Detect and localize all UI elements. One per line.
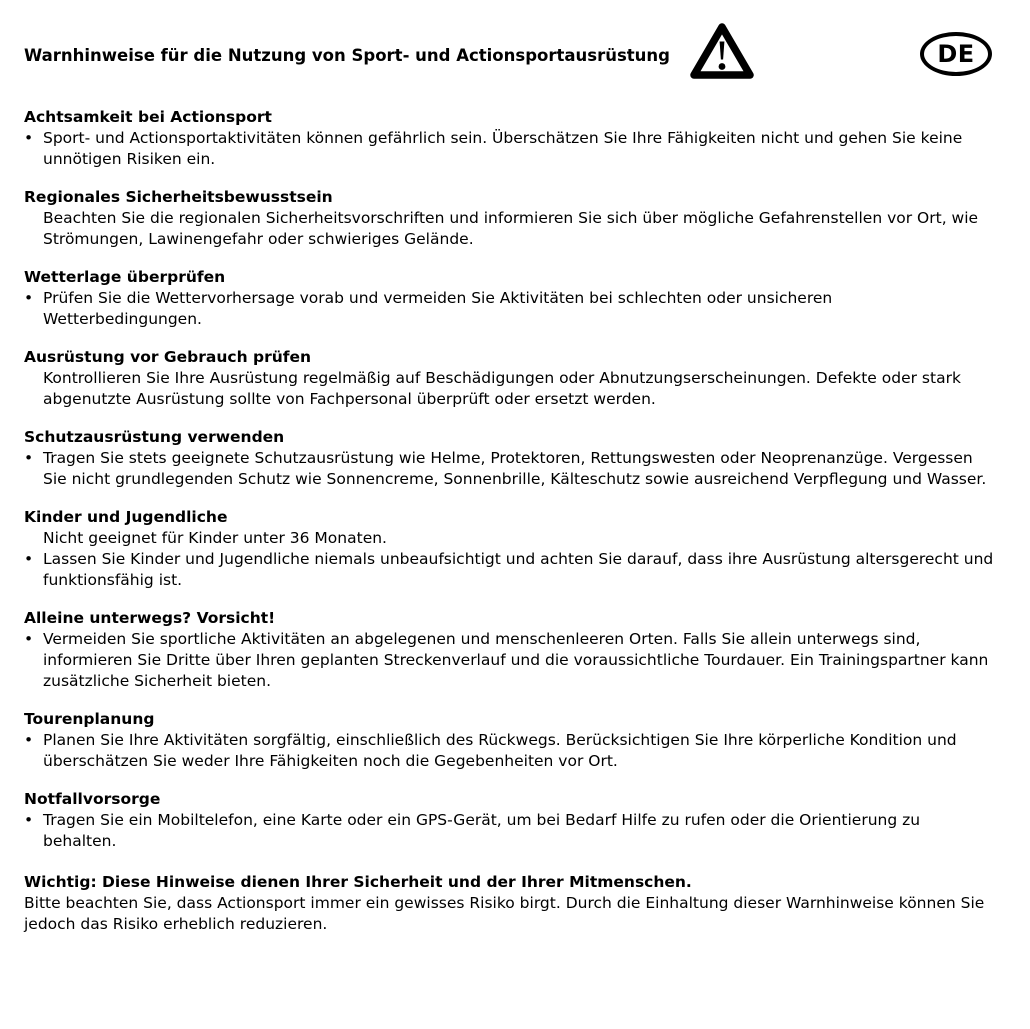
section bbox=[24, 608, 995, 692]
item-text: Kontrollieren Sie Ihre Ausrüstung regelmäßig auf Beschädigungen oder Abnutzungserscheinungen. Defekte oder stark abgenutzte Ausrüstung sollte von Fachpersonal überprüft oder ersetzt werden. bbox=[43, 369, 961, 408]
section-items bbox=[24, 448, 995, 490]
warning-triangle-icon bbox=[690, 21, 754, 83]
section-items bbox=[24, 368, 995, 410]
bullet-item bbox=[24, 288, 995, 330]
section bbox=[24, 347, 995, 410]
header bbox=[24, 0, 995, 107]
item-text: Prüfen Sie die Wettervorhersage vorab und vermeiden Sie Aktivitäten bei schlechten oder unsicheren Wetterbedingungen. bbox=[43, 289, 833, 328]
bullet-marker: • bbox=[24, 811, 34, 829]
section-items bbox=[24, 810, 995, 852]
item-text: Vermeiden Sie sportliche Aktivitäten an abgelegenen und menschenleeren Orten. Falls Sie allein unterwegs sind, informieren Sie Dritte über Ihren geplanten Streckenverlauf und die voraussichtliche Tourdauer. Ein Trainingspartner kann zusätzliche Sicherheit bieten. bbox=[43, 630, 989, 690]
section-items bbox=[24, 528, 995, 591]
section-heading: Achtsamkeit bei Actionsport bbox=[24, 108, 272, 126]
section-items bbox=[24, 128, 995, 170]
bullet-marker: • bbox=[24, 129, 34, 147]
item-text: Nicht geeignet für Kinder unter 36 Monaten. bbox=[43, 529, 387, 547]
bullet-item bbox=[24, 448, 995, 490]
section bbox=[24, 107, 995, 170]
bullet-item bbox=[24, 629, 995, 692]
item-text: Sport- und Actionsportaktivitäten können gefährlich sein. Überschätzen Sie Ihre Fähigkeiten nicht und gehen Sie keine unnötigen Risiken ein. bbox=[43, 129, 963, 168]
item-text: Beachten Sie die regionalen Sicherheitsvorschriften und informieren Sie sich über mögliche Gefahrenstellen vor Ort, wie Strömungen, Lawinengefahr oder schwieriges Gelände. bbox=[43, 209, 979, 248]
section bbox=[24, 267, 995, 330]
language-badge-label: DE bbox=[937, 39, 975, 68]
section-heading: Tourenplanung bbox=[24, 710, 155, 728]
bullet-item bbox=[24, 810, 995, 852]
page-title: Warnhinweise für die Nutzung von Sport- und Actionsportausrüstung bbox=[24, 46, 670, 65]
section-heading: Schutzausrüstung verwenden bbox=[24, 428, 285, 446]
note-item bbox=[24, 528, 995, 549]
section-heading: Regionales Sicherheitsbewusstsein bbox=[24, 188, 333, 206]
section-heading: Alleine unterwegs? Vorsicht! bbox=[24, 609, 276, 627]
bullet-marker: • bbox=[24, 449, 34, 467]
language-badge bbox=[920, 32, 992, 76]
warning-sections bbox=[24, 107, 995, 852]
section bbox=[24, 187, 995, 250]
section bbox=[24, 789, 995, 852]
bullet-marker: • bbox=[24, 550, 34, 568]
item-text: Lassen Sie Kinder und Jugendliche niemals unbeaufsichtigt und achten Sie darauf, dass ihre Ausrüstung altersgerecht und funktionsfähig ist. bbox=[43, 550, 994, 589]
section-items bbox=[24, 730, 995, 772]
bullet-marker: • bbox=[24, 731, 34, 749]
section-items bbox=[24, 629, 995, 692]
section-heading: Notfallvorsorge bbox=[24, 790, 161, 808]
bullet-item bbox=[24, 128, 995, 170]
section-heading: Kinder und Jugendliche bbox=[24, 508, 228, 526]
section-heading: Ausrüstung vor Gebrauch prüfen bbox=[24, 348, 312, 366]
footer-heading: Wichtig: Diese Hinweise dienen Ihrer Sicherheit und der Ihrer Mitmenschen. bbox=[24, 873, 692, 891]
section bbox=[24, 427, 995, 490]
item-text: Tragen Sie stets geeignete Schutzausrüstung wie Helme, Protektoren, Rettungswesten oder Neoprenanzüge. Vergessen Sie nicht grundlegenden Schutz wie Sonnencreme, Sonnenbrille, Kälteschutz sowie ausreichend Verpflegung und Wasser. bbox=[43, 449, 987, 488]
note-item bbox=[24, 208, 995, 250]
section bbox=[24, 709, 995, 772]
bullet-marker: • bbox=[24, 630, 34, 648]
item-text: Tragen Sie ein Mobiltelefon, eine Karte oder ein GPS-Gerät, um bei Bedarf Hilfe zu rufen oder die Orientierung zu behalten. bbox=[43, 811, 921, 850]
bullet-item bbox=[24, 730, 995, 772]
section bbox=[24, 507, 995, 591]
note-item bbox=[24, 368, 995, 410]
item-text: Planen Sie Ihre Aktivitäten sorgfältig, einschließlich des Rückwegs. Berücksichtigen Sie Ihre körperliche Kondition und überschätzen Sie weder Ihre Fähigkeiten noch die Gegebenheiten vor Ort. bbox=[43, 731, 957, 770]
section-items bbox=[24, 208, 995, 250]
footer bbox=[24, 872, 995, 935]
section-heading: Wetterlage überprüfen bbox=[24, 268, 226, 286]
bullet-item bbox=[24, 549, 995, 591]
bullet-marker: • bbox=[24, 289, 34, 307]
section-items bbox=[24, 288, 995, 330]
footer-text: Bitte beachten Sie, dass Actionsport immer ein gewisses Risiko birgt. Durch die Einhaltung dieser Warnhinweise können Sie jedoch das Risiko erheblich reduzieren. bbox=[24, 894, 985, 933]
